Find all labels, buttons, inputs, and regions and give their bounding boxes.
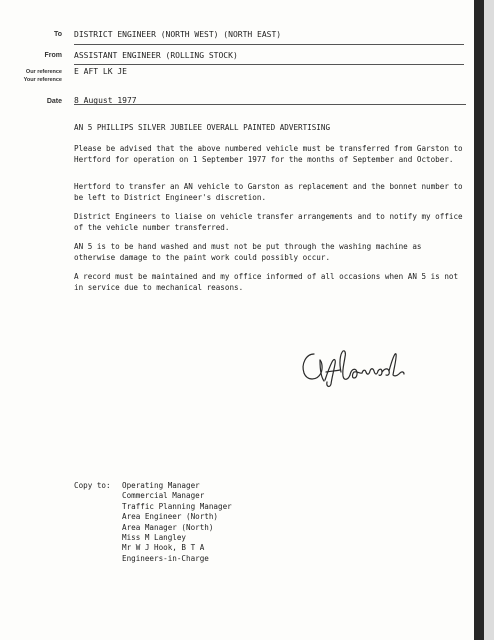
copy-recipient: Area Engineer (North): [122, 512, 219, 522]
body-paragraph: A record must be maintained and my office informed of all occasions when AN 5 is not in service due to mechanical reasons.: [74, 272, 459, 292]
body-paragraph: District Engineers to liaise on vehicle transfer arrangements and to notify my office of the vehicle number transferred.: [74, 212, 463, 232]
from-value: ASSISTANT ENGINEER (ROLLING STOCK): [74, 51, 238, 60]
body-paragraph: Hertford to transfer an AN vehicle to Garston as replacement and the bonnet number to be left to District Engineer's discretion.: [74, 182, 463, 202]
scan-edge: [484, 0, 494, 640]
copy-to-label: Copy to:: [74, 481, 111, 490]
body-paragraph: AN 5 is to be hand washed and must not be put through the washing machine as otherwise damage to the paint work could possibly occur.: [74, 242, 422, 262]
header-rule: [74, 104, 466, 105]
our-reference-value: E AFT LK JE: [74, 67, 127, 76]
copy-recipient-list: [122, 481, 232, 564]
header-rule: [74, 64, 464, 65]
your-reference-label: Your reference: [23, 77, 62, 83]
copy-recipient: Miss M Langley: [122, 533, 187, 543]
copy-recipient: Operating Manager: [122, 481, 200, 490]
to-label: To: [53, 31, 62, 38]
date-label: Date: [46, 98, 62, 105]
copy-recipient: Traffic Planning Manager: [122, 501, 232, 511]
our-reference-label: Our reference: [25, 69, 62, 75]
subject-line: AN 5 PHILLIPS SILVER JUBILEE OVERALL PAINTED ADVERTISING: [74, 123, 331, 132]
handwritten-signature: [296, 340, 416, 390]
body-paragraph: Please be advised that the above numbered vehicle must be transferred from Garston to Hertford for operation on 1 September 1977 for the months of September and October.: [74, 144, 463, 164]
from-label: From: [44, 52, 62, 59]
to-value: DISTRICT ENGINEER (NORTH WEST) (NORTH EAST): [74, 30, 282, 39]
date-value: 8 August 1977: [74, 96, 137, 105]
copy-recipient: Mr W J Hook, B T A: [122, 543, 205, 553]
copy-recipient: Engineers-in-Charge: [122, 553, 209, 563]
header-rule: [74, 44, 464, 45]
copy-recipient: Commercial Manager: [122, 491, 205, 501]
copy-recipient: Area Manager (North): [122, 522, 214, 532]
